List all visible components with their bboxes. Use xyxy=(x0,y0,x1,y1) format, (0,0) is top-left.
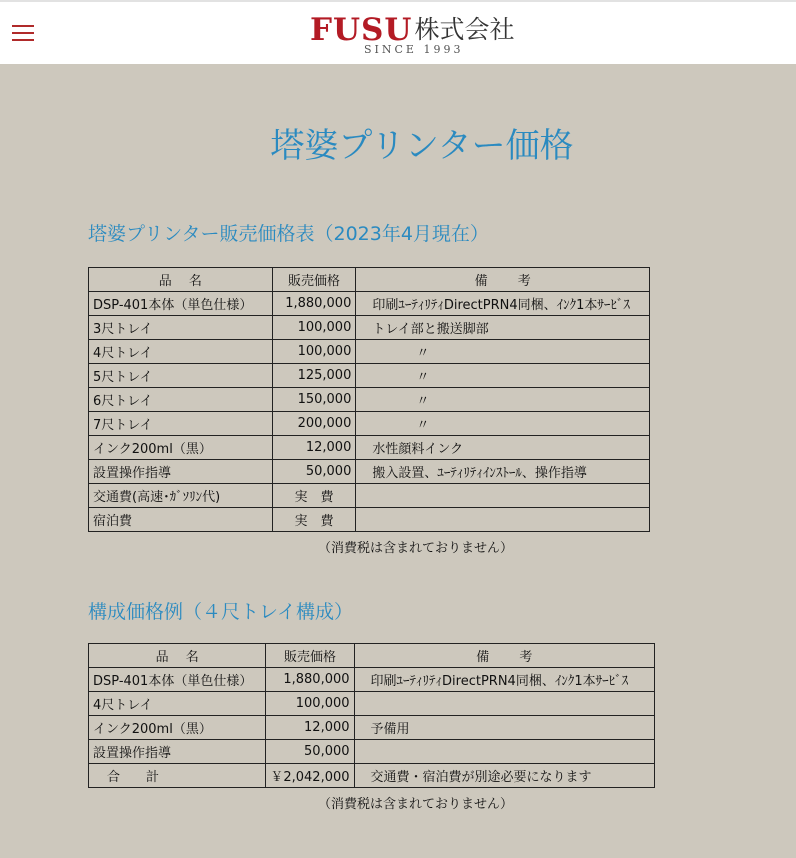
item-note: 〃 xyxy=(356,364,650,388)
item-note xyxy=(354,740,654,764)
table-row xyxy=(89,412,650,436)
item-name: 3尺トレイ xyxy=(89,316,273,340)
col-header-price: 販売価格 xyxy=(272,268,356,292)
table-row xyxy=(89,484,650,508)
item-price: 200,000 xyxy=(272,412,356,436)
item-price: 150,000 xyxy=(272,388,356,412)
table-row xyxy=(89,316,650,340)
table-header-row xyxy=(89,268,650,292)
table-row xyxy=(89,668,655,692)
item-price: 12,000 xyxy=(266,716,354,740)
price-table xyxy=(88,267,650,532)
table-header-row xyxy=(89,644,655,668)
item-price: 125,000 xyxy=(272,364,356,388)
item-name: 5尺トレイ xyxy=(89,364,273,388)
col-header-name: 品 名 xyxy=(89,644,266,668)
table-row xyxy=(89,508,650,532)
item-note xyxy=(354,692,654,716)
item-name: 設置操作指導 xyxy=(89,460,273,484)
item-note: 水性顔料インク xyxy=(356,436,650,460)
item-name: DSP-401本体（単色仕様） xyxy=(89,668,266,692)
item-name: 7尺トレイ xyxy=(89,412,273,436)
config-table-tax-note: （消費税は含まれておりません） xyxy=(318,797,514,812)
item-price: 100,000 xyxy=(272,316,356,340)
item-price: 1,880,000 xyxy=(266,668,354,692)
item-price: ￥2,042,000 xyxy=(266,764,354,788)
page-title: 塔婆プリンター価格 xyxy=(270,126,574,166)
item-price: 実 費 xyxy=(272,508,356,532)
item-name: 交通費(高速･ｶﾞｿﾘﾝ代) xyxy=(89,484,273,508)
site-header xyxy=(0,0,796,64)
company-logo[interactable] xyxy=(310,12,540,60)
item-name: 宿泊費 xyxy=(89,508,273,532)
item-name: 合 計 xyxy=(89,764,266,788)
item-name: 6尺トレイ xyxy=(89,388,273,412)
item-price: 実 費 xyxy=(272,484,356,508)
item-note xyxy=(356,484,650,508)
logo-company: 株式会社 xyxy=(414,15,515,44)
item-note: 交通費・宿泊費が別途必要になります xyxy=(354,764,654,788)
item-price: 12,000 xyxy=(272,436,356,460)
item-price: 1,880,000 xyxy=(272,292,356,316)
table-row xyxy=(89,340,650,364)
logo-brand: FUSU xyxy=(310,12,413,48)
item-name: インク200ml（黒） xyxy=(89,716,266,740)
item-price: 100,000 xyxy=(272,340,356,364)
hamburger-menu-icon[interactable] xyxy=(12,25,34,41)
item-note: 〃 xyxy=(356,388,650,412)
table-row xyxy=(89,716,655,740)
item-note: 搬入設置、ﾕｰﾃｨﾘﾃｨｲﾝｽﾄｰﾙ、操作指導 xyxy=(356,460,650,484)
item-name: インク200ml（黒） xyxy=(89,436,273,460)
item-price: 50,000 xyxy=(272,460,356,484)
col-header-price: 販売価格 xyxy=(266,644,354,668)
table-row-total xyxy=(89,764,655,788)
price-table-tax-note: （消費税は含まれておりません） xyxy=(318,541,514,556)
table-row xyxy=(89,292,650,316)
item-name: 4尺トレイ xyxy=(89,692,266,716)
col-header-note: 備 考 xyxy=(356,268,650,292)
item-price: 50,000 xyxy=(266,740,354,764)
config-table-title: 構成価格例（４尺トレイ構成） xyxy=(88,601,354,623)
item-price: 100,000 xyxy=(266,692,354,716)
item-note: 印刷ﾕｰﾃｨﾘﾃｨDirectPRN4同梱、ｲﾝｸ1本ｻｰﾋﾞｽ xyxy=(356,292,650,316)
price-table-title: 塔婆プリンター販売価格表（2023年4月現在） xyxy=(88,223,489,245)
item-note xyxy=(356,508,650,532)
item-name: DSP-401本体（単色仕様） xyxy=(89,292,273,316)
item-note: 〃 xyxy=(356,340,650,364)
table-row xyxy=(89,740,655,764)
item-note: 印刷ﾕｰﾃｨﾘﾃｨDirectPRN4同梱、ｲﾝｸ1本ｻｰﾋﾞｽ xyxy=(354,668,654,692)
item-name: 設置操作指導 xyxy=(89,740,266,764)
col-header-note: 備 考 xyxy=(354,644,654,668)
item-name: 4尺トレイ xyxy=(89,340,273,364)
table-row xyxy=(89,388,650,412)
logo-since: SINCE 1993 xyxy=(364,43,464,56)
table-row xyxy=(89,692,655,716)
table-row xyxy=(89,460,650,484)
config-table xyxy=(88,643,655,788)
col-header-name: 品 名 xyxy=(89,268,273,292)
table-row xyxy=(89,436,650,460)
item-note: 〃 xyxy=(356,412,650,436)
table-row xyxy=(89,364,650,388)
item-note: 予備用 xyxy=(354,716,654,740)
item-note: トレイ部と搬送脚部 xyxy=(356,316,650,340)
